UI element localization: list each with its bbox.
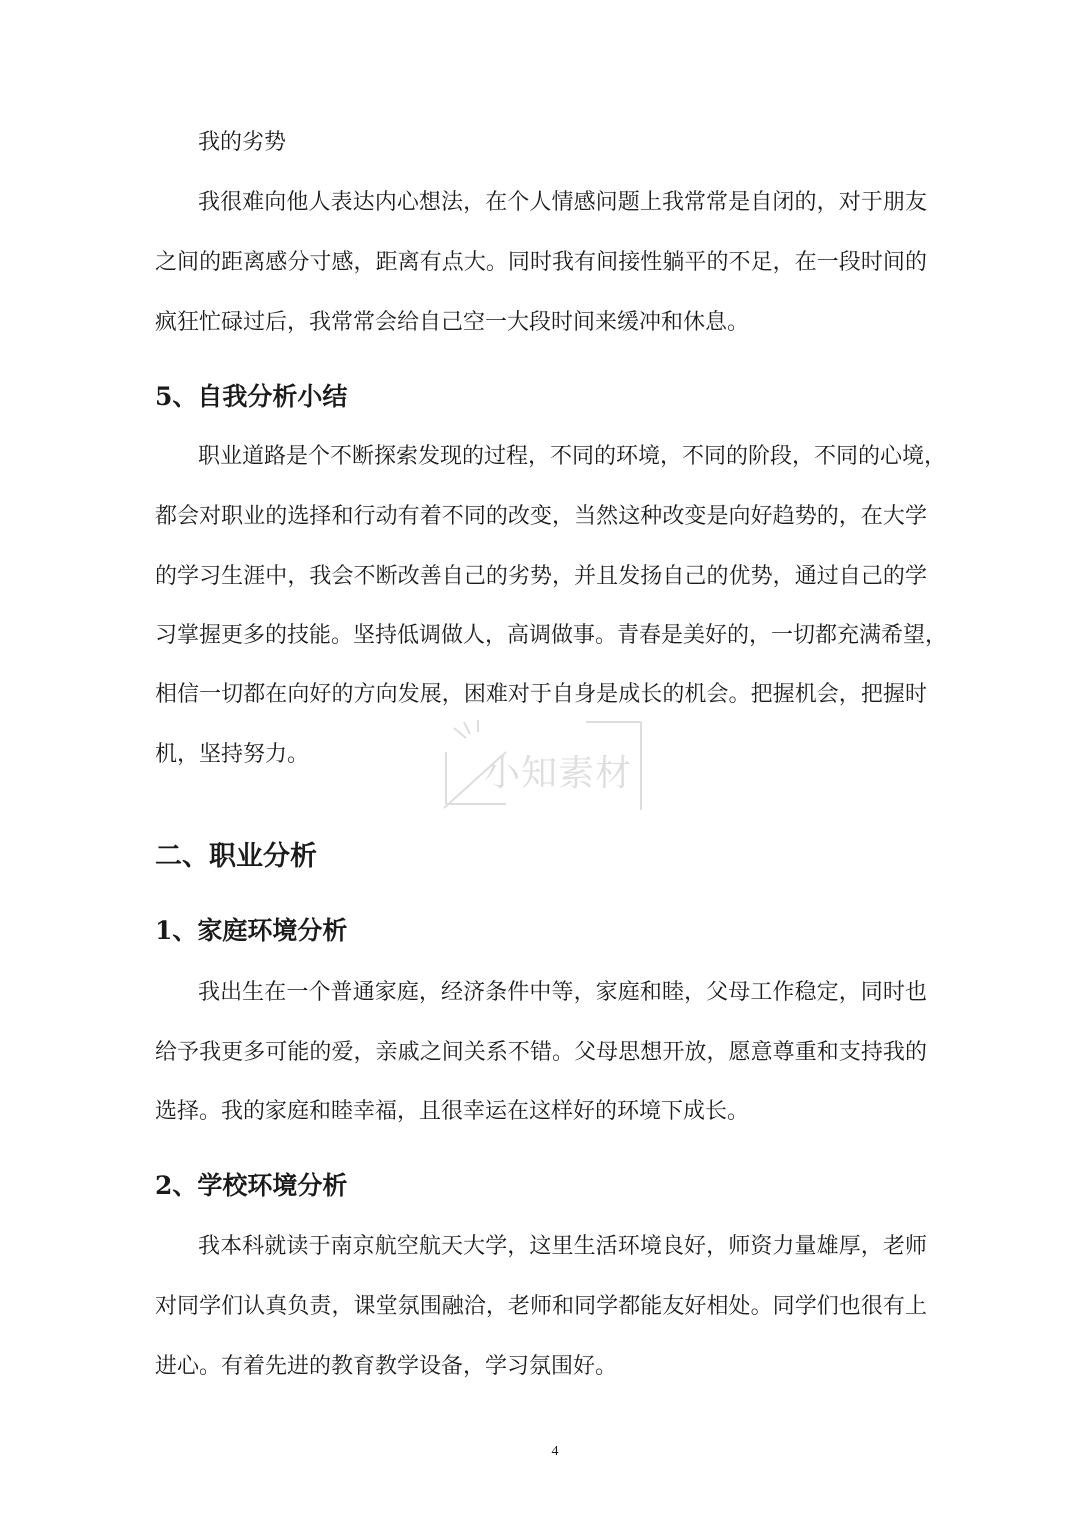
section-heading-self-analysis-summary: 5、自我分析小结	[155, 382, 348, 411]
watermark-text: 小知素材	[484, 753, 633, 794]
section-heading-family-environment: 1、家庭环境分析	[155, 916, 348, 945]
paragraph-line: 之间的距离感分寸感，距离有点大。同时我有间接性躺平的不足，在一段时间的	[155, 250, 927, 275]
paragraph-line: 我很难向他人表达内心想法，在个人情感问题上我常常是自闭的，对于朋友	[198, 190, 927, 215]
paragraph-line: 我出生在一个普通家庭，经济条件中等，家庭和睦，父母工作稳定，同时也	[198, 980, 927, 1005]
paragraph-line: 选择。我的家庭和睦幸福，且很幸运在这样好的环境下成长。	[155, 1099, 750, 1124]
paragraph-line: 机，坚持努力。	[155, 742, 310, 767]
watermark	[436, 712, 646, 812]
paragraph-line: 的学习生涯中，我会不断改善自己的劣势，并且发扬自己的优势，通过自己的学	[155, 564, 927, 589]
paragraph-line: 疯狂忙碌过后，我常常会给自己空一大段时间来缓冲和休息。	[155, 310, 750, 335]
section-heading-school-environment: 2、学校环境分析	[155, 1171, 348, 1200]
paragraph-line: 相信一切都在向好的方向发展，困难对于自身是成长的机会。把握机会，把握时	[155, 682, 927, 707]
page-number: 4	[551, 1444, 559, 1459]
chapter-heading-career-analysis: 二、职业分析	[155, 841, 317, 872]
subheading-weakness: 我的劣势	[198, 130, 287, 155]
paragraph-line: 进心。有着先进的教育教学设备，学习氛围好。	[155, 1354, 618, 1379]
paragraph-line: 对同学们认真负责，课堂氛围融洽，老师和同学都能友好相处。同学们也很有上	[155, 1294, 927, 1319]
paragraph-line: 都会对职业的选择和行动有着不同的改变，当然这种改变是向好趋势的，在大学	[155, 504, 927, 529]
paragraph-line: 给予我更多可能的爱，亲戚之间关系不错。父母思想开放，愿意尊重和支持我的	[155, 1040, 927, 1065]
paragraph-line: 职业道路是个不断探索发现的过程，不同的环境，不同的阶段，不同的心境，	[198, 444, 947, 469]
paragraph-line: 习掌握更多的技能。坚持低调做人，高调做事。青春是美好的，一切都充满希望，	[155, 623, 948, 648]
paragraph-line: 我本科就读于南京航空航天大学，这里生活环境良好，师资力量雄厚，老师	[198, 1234, 927, 1259]
